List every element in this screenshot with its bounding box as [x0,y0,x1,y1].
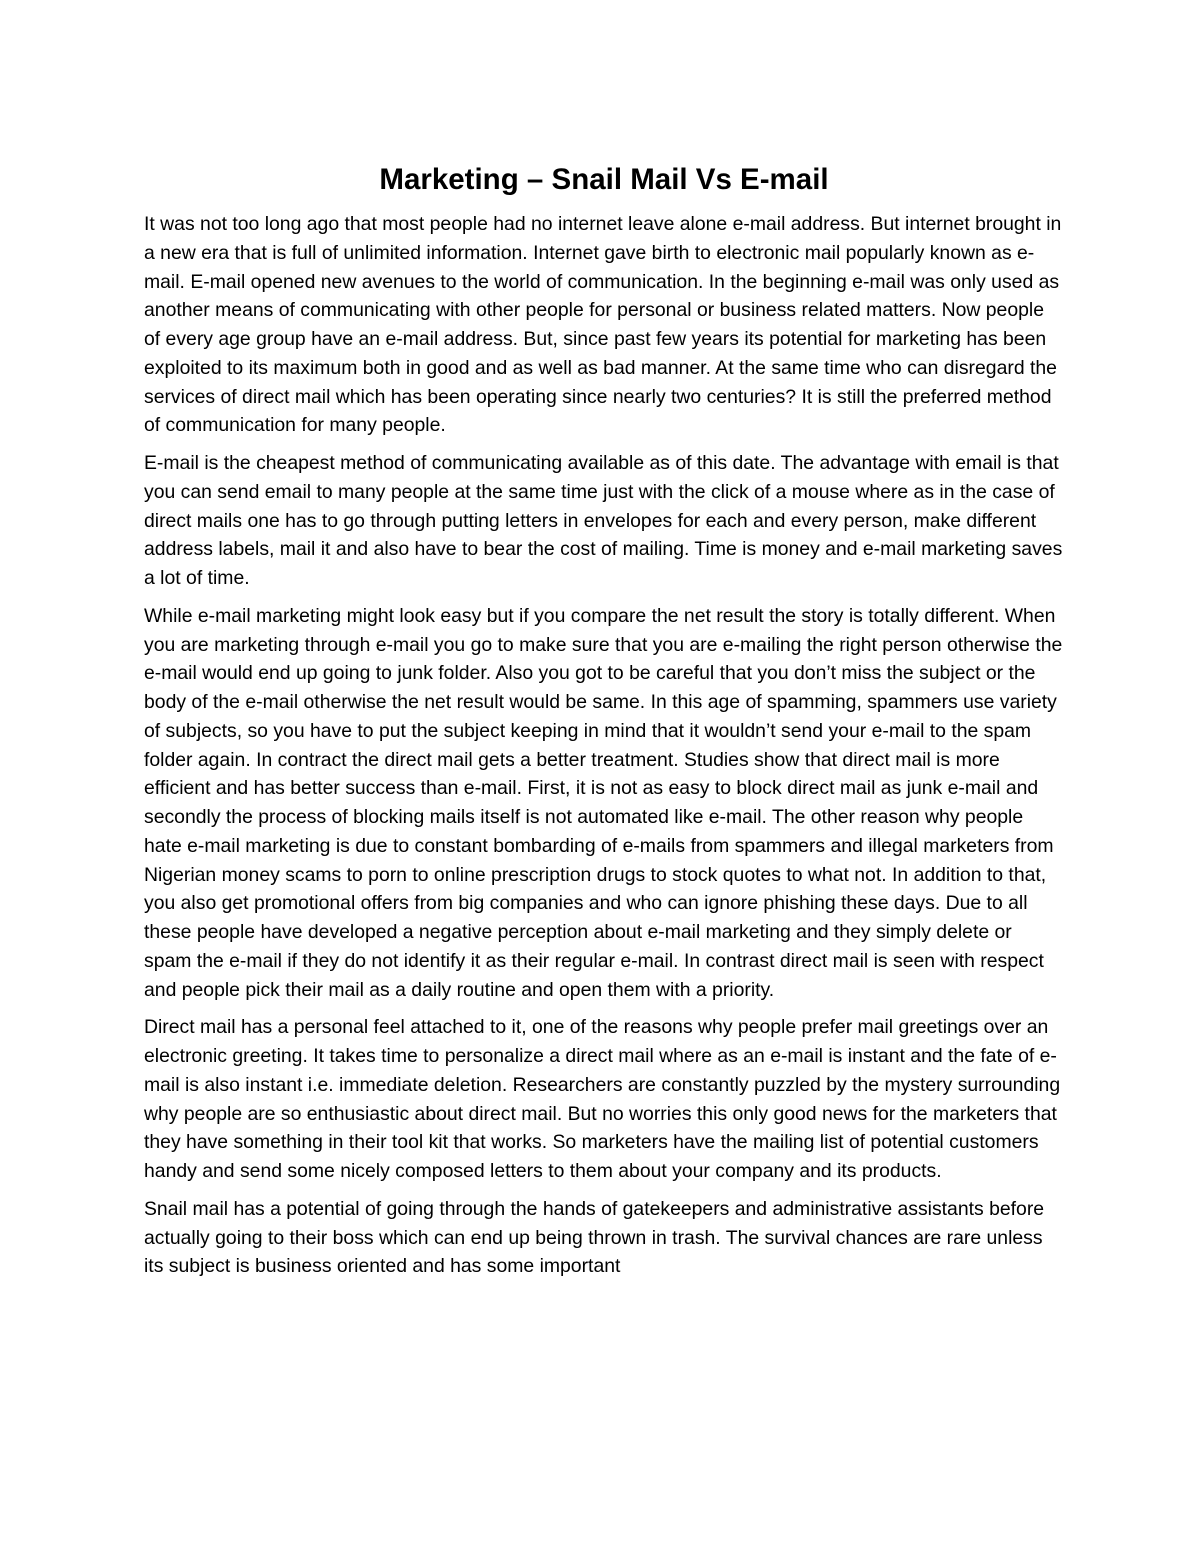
paragraph-1: It was not too long ago that most people had no internet leave alone e-mail address. But internet brought in a new era that is full of unlimited information. Internet gave birth to electronic mail popularly known as e-mail. E-mail opened new avenues to the world of communication. In the beginning e-mail was only used as another means of communicating with other people for personal or business related matters. Now people of every age group have an e-mail address. But, since past few years its potential for marketing has been exploited to its maximum both in good and as well as bad manner. At the same time who can disregard the services of direct mail which has been operating since nearly two centuries? It is still the preferred method of communication for many people. [144,213,1062,437]
paragraph-4: Direct mail has a personal feel attached to it, one of the reasons why people prefer mail greetings over an electronic greeting. It takes time to personalize a direct mail where as an e-mail is instant and the fate of e-mail is also instant i.e. immediate deletion. Researchers are constantly puzzled by the mystery surrounding why people are so enthusiastic about direct mail. But no worries this only good news for the marketers that they have something in their tool kit that works. So marketers have the mailing list of potential customers handy and send some nicely composed letters to them about your company and its products. [144,1016,1061,1182]
paragraph-5: Snail mail has a potential of going through the hands of gatekeepers and administrative assistants before actually going to their boss which can end up being thrown in trash. The survival chances are rare unless its subject is business oriented and has some important [144,1197,1045,1278]
paragraph-2: E-mail is the cheapest method of communicating available as of this date. The advantage with email is that you can send email to many people at the same time just with the click of a mouse where as in the case of direct mails one has to go through putting letters in envelopes for each and every person, make different address labels, mail it and also have to bear the cost of mailing. Time is money and e-mail marketing saves a lot of time. [144,452,1063,589]
document-title: Marketing – Snail Mail Vs E-mail [379,163,829,196]
document-body [144,158,1064,1290]
paragraph-3: While e-mail marketing might look easy but if you compare the net result the story is totally different. When you are marketing through e-mail you go to make sure that you are e-mailing the right person otherwise the e-mail would end up going to junk folder. Also you got to be careful that you don’t miss the subject or the body of the e-mail otherwise the net result would be same. In this age of spamming, spammers use variety of subjects, so you have to put the subject keeping in mind that it wouldn’t send your e-mail to the spam folder again. In contract the direct mail gets a better treatment. Studies show that direct mail is more efficient and has better success than e-mail. First, it is not as easy to block direct mail as junk e-mail and secondly the process of blocking mails itself is not automated like e-mail. The other reason why people hate e-mail marketing is due to constant bombarding of e-mails from spammers and illegal marketers from Nigerian money scams to porn to online prescription drugs to stock quotes to what not. In addition to that, you also get promotional offers from big companies and who can ignore phishing these days. Due to all these people have developed a negative perception about e-mail marketing and they simply delete or spam the e-mail if they do not identify it as their regular e-mail. In contrast direct mail is seen with respect and people pick their mail as a daily routine and open them with a priority. [144,604,1063,1001]
